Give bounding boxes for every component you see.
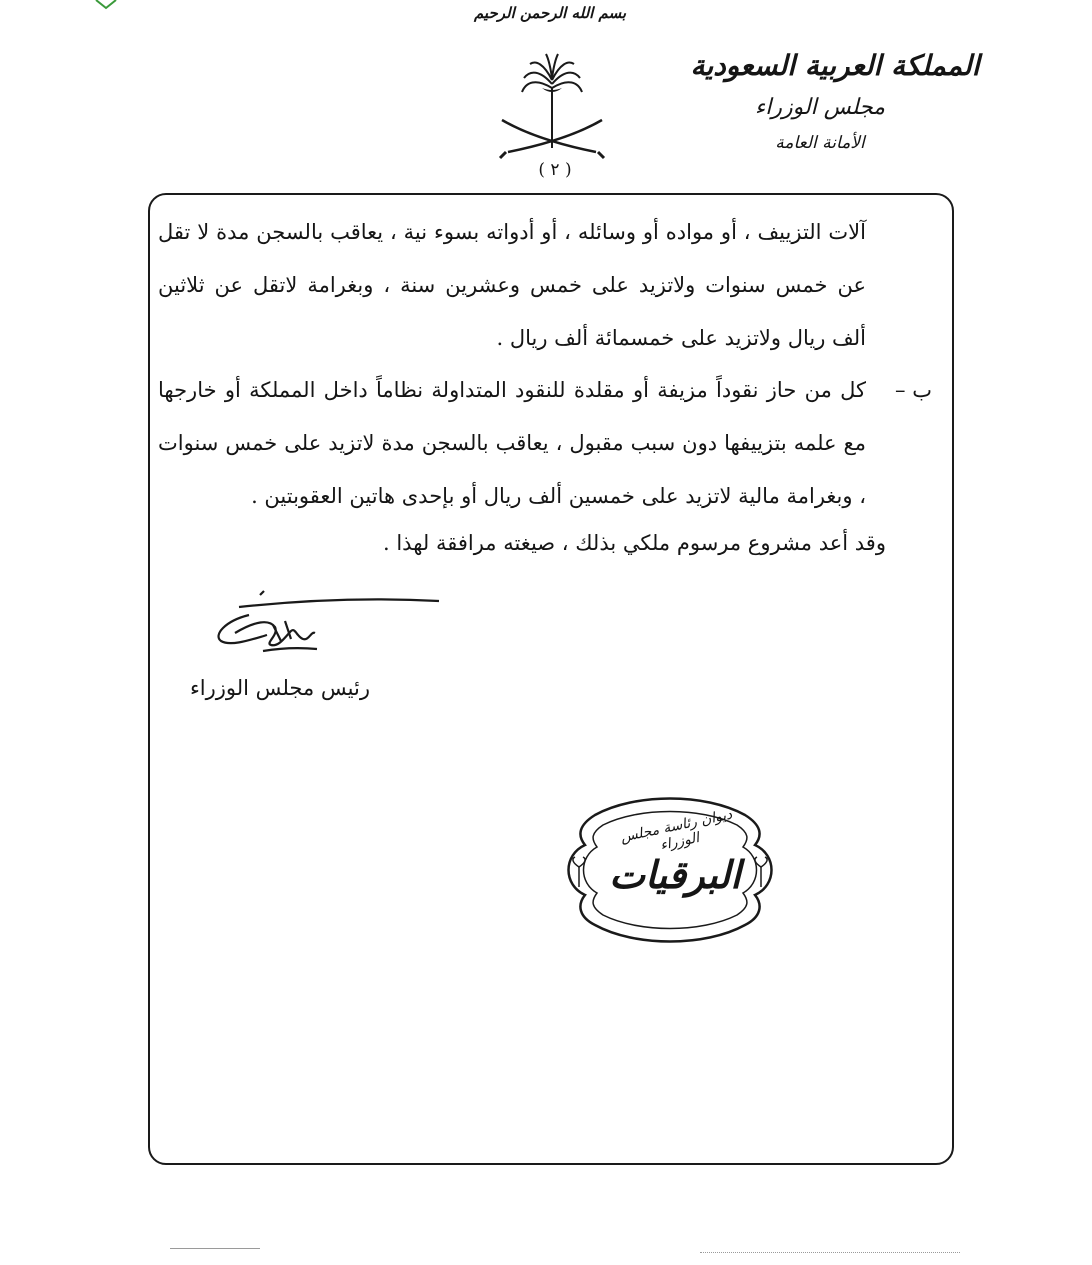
item-b-label: ب – bbox=[895, 378, 932, 402]
basmala: بسم الله الرحمن الرحيم bbox=[473, 4, 627, 22]
closing-paragraph: وقد أعد مشروع مرسوم ملكي بذلك ، صيغته مرافقة لهذا . bbox=[382, 531, 886, 555]
secretariat-name: الأمانة العامة bbox=[775, 133, 865, 153]
signer-title: رئيس مجلس الوزراء bbox=[189, 676, 370, 700]
footer-mark bbox=[170, 1248, 260, 1265]
paragraph-1: آلات التزييف ، أو مواده أو وسائله ، أو أدواته بسوء نية ، يعاقب بالسجن مدة لا تقل عن خمس سنوات ولاتزيد على خمس وعشرين سنة ، وبغرامة لاتقل عن ثلاثين ألف ريال ولاتزيد على خمسمائة ألف ريال . bbox=[158, 220, 866, 350]
kingdom-name: المملكة العربية السعودية bbox=[690, 49, 980, 82]
stamp-main-text: البرقيات bbox=[609, 852, 741, 897]
stamp-top-text: ديوان رئاسة مجلس الوزراء bbox=[619, 806, 734, 854]
corner-mark bbox=[92, 0, 122, 14]
footer-mark-2 bbox=[700, 1252, 960, 1265]
saudi-emblem-icon bbox=[496, 48, 608, 168]
item-b-text: كل من حاز نقوداً مزيفة أو مقلدة للنقود المتداولة نظاماً داخل المملكة أو خارجها مع علمه بتزييفها دون سبب مقبول ، يعاقب بالسجن مدة لاتزيد على خمس سنوات ، وبغرامة مالية لاتزيد على خمسين ألف ريال أو بإحدى هاتين العقوبتين . bbox=[158, 378, 866, 508]
council-name: مجلس الوزراء bbox=[754, 95, 886, 120]
page-number: ( ٢ ) bbox=[538, 160, 572, 180]
letterhead bbox=[690, 44, 980, 158]
signature-icon bbox=[205, 585, 445, 670]
